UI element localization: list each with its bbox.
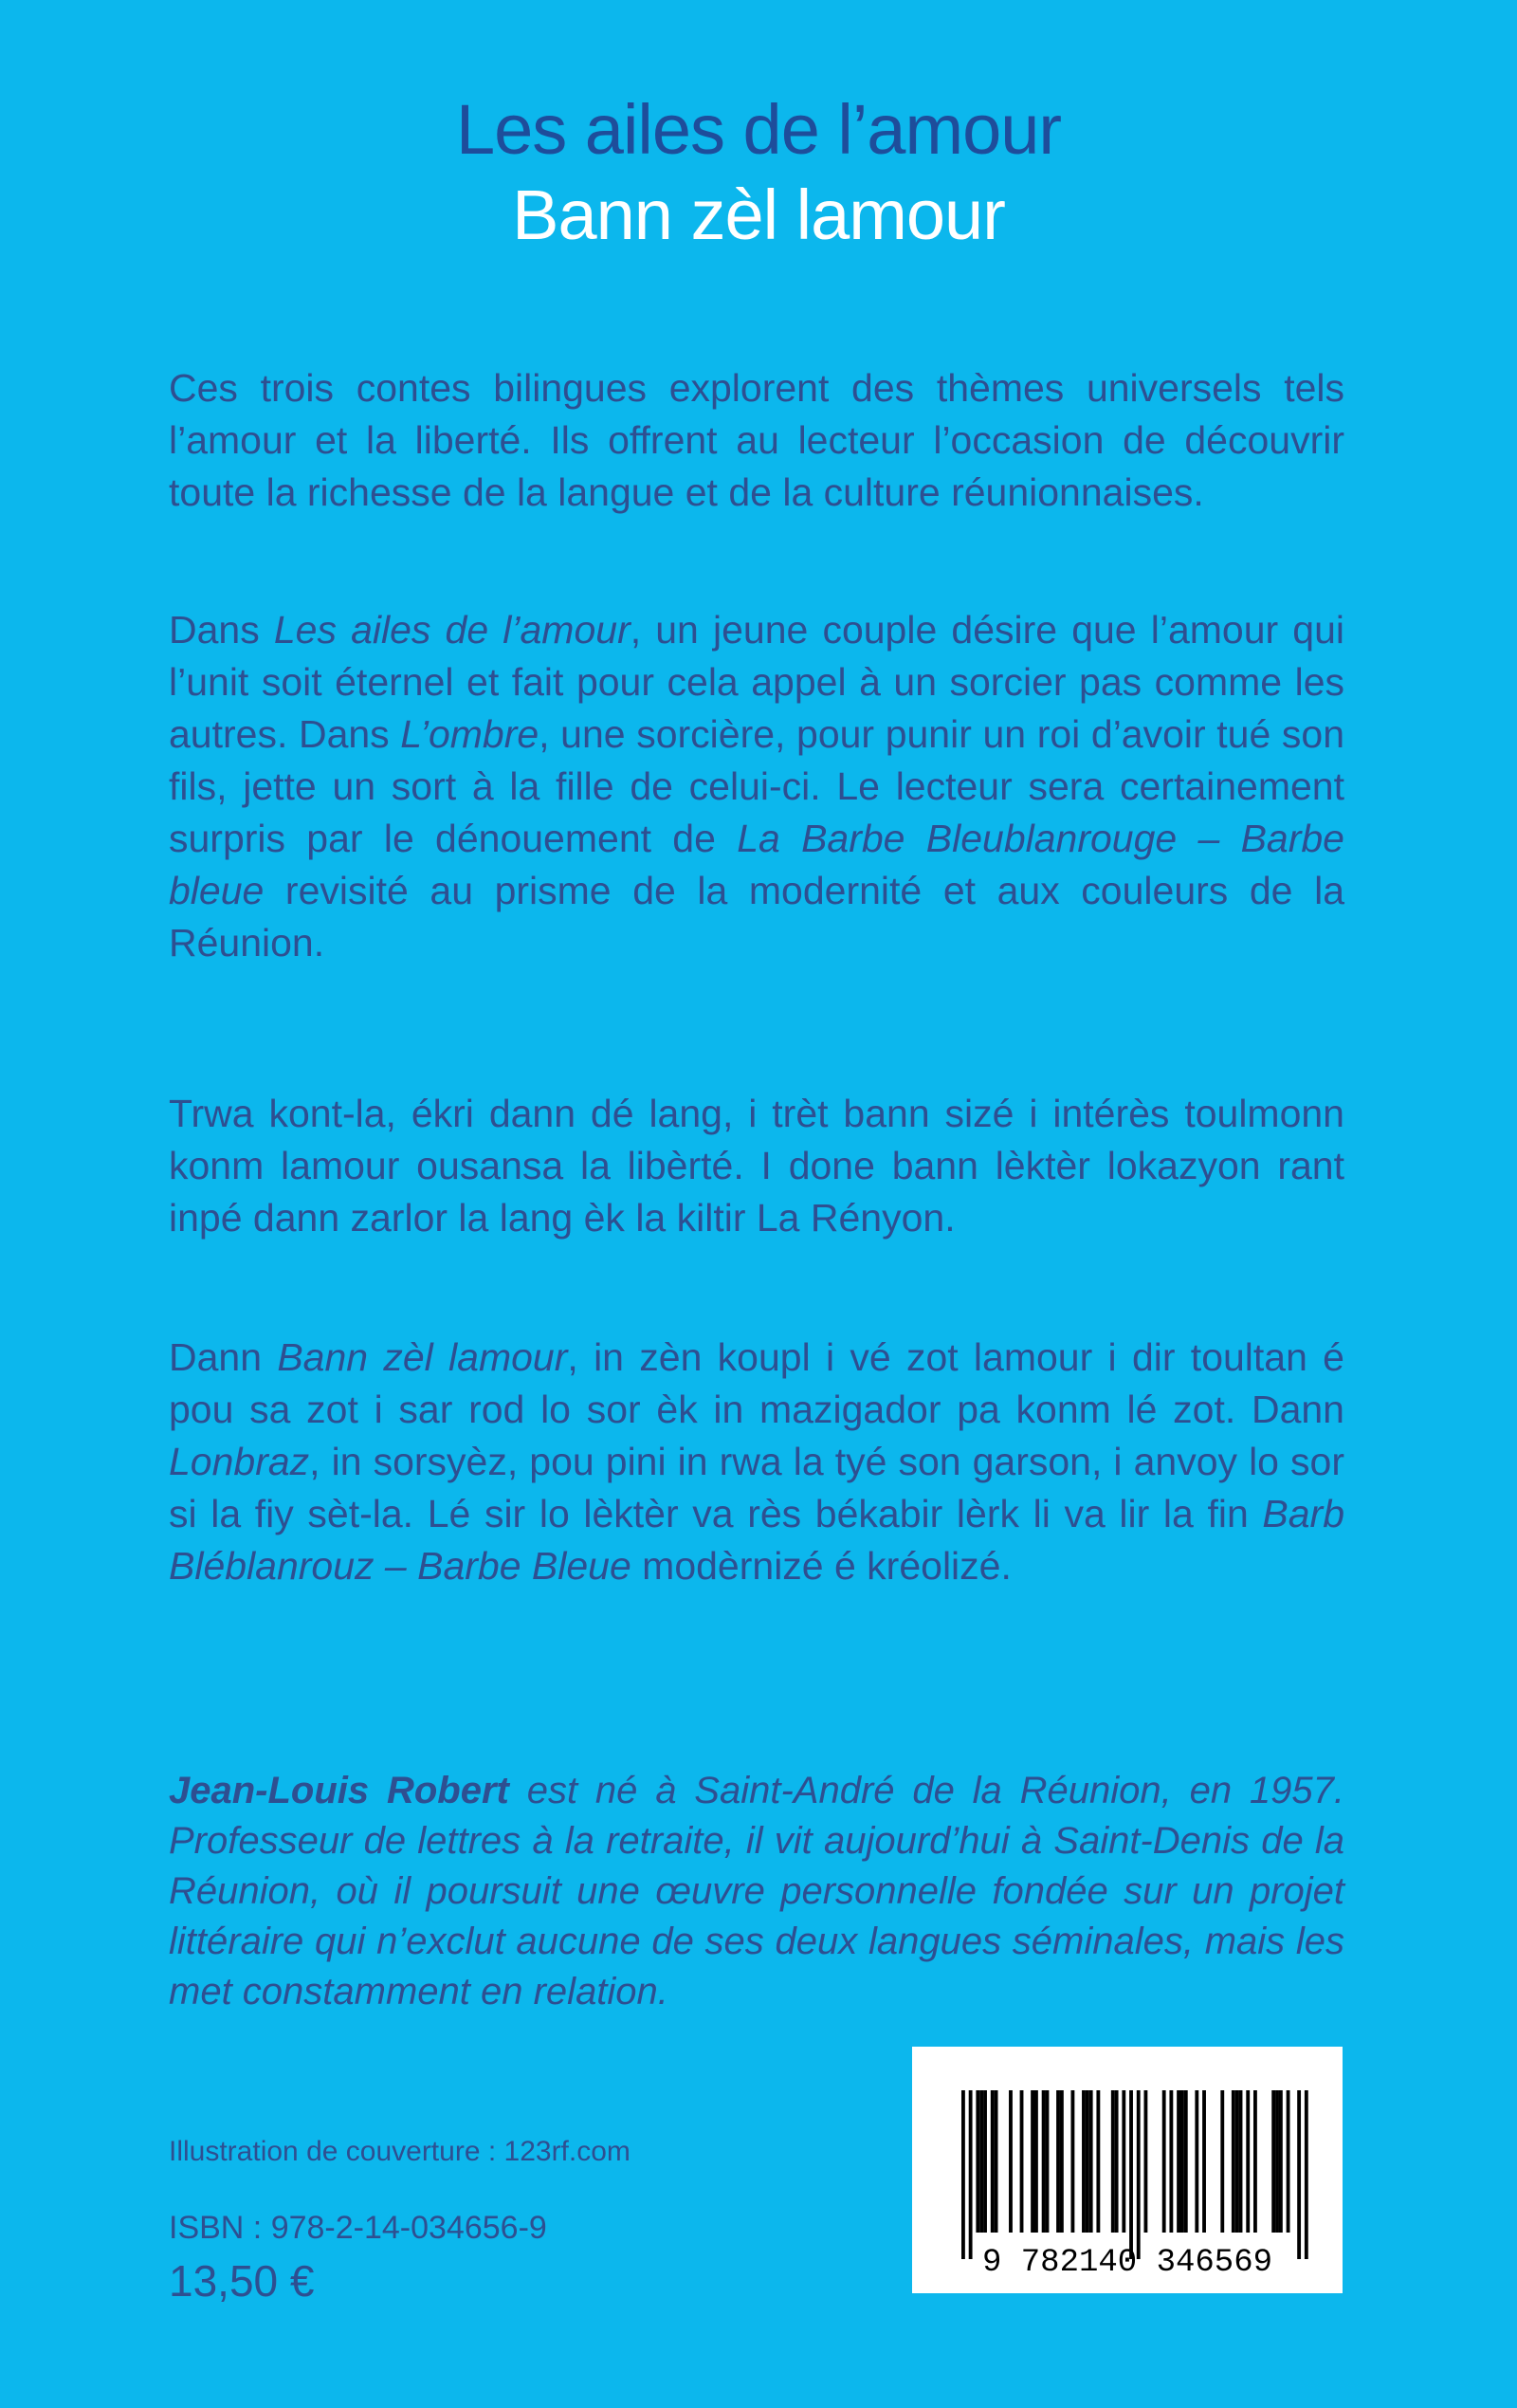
summary-fr-paragraph-1: Ces trois contes bilingues explorent des thèmes universels tels l’amour et la liberté. Ils offrent au lecteur l’occasion de découvrir toute la richesse de la langue et de la culture réunionnaises. (169, 366, 1344, 514)
barcode-bar (1089, 2090, 1093, 2233)
title-french: Les ailes de l’amour (455, 90, 1062, 169)
barcode-bar (1195, 2090, 1198, 2233)
price: 13,50 € (169, 2256, 315, 2306)
barcode-bar (1180, 2090, 1184, 2233)
barcode-bar (1042, 2090, 1046, 2233)
barcode-bar (1034, 2090, 1038, 2233)
barcode-bar (1239, 2090, 1243, 2233)
barcode-bar (1220, 2090, 1224, 2233)
summary-creole-paragraph-1: Trwa kont-la, ékri dann dé lang, i trèt bann sizé i intérès toulmonn konm lamour ousansa la libèrté. I done bann lèktèr lokazyon rant inpé dann zarlor la lang èk la kiltir La Rényon. (169, 1092, 1344, 1240)
barcode-graphic (912, 2047, 1343, 2293)
barcode-bar (1046, 2090, 1050, 2233)
barcode-bar (1096, 2090, 1100, 2233)
barcode-bar (1202, 2090, 1206, 2233)
barcode-bar (1184, 2090, 1188, 2233)
barcode-bar (1082, 2090, 1086, 2233)
barcode-bar (991, 2090, 995, 2233)
barcode-bar (1071, 2090, 1075, 2233)
barcode-bar (1137, 2090, 1141, 2259)
barcode-bar (1056, 2090, 1060, 2233)
barcode-bar (961, 2090, 965, 2259)
barcode-digits: 9 782140 346569 (981, 2245, 1273, 2281)
summary-fr-paragraph-2: Dans Les ailes de l’amour, un jeune couple désire que l’amour qui l’unit soit éternel et fait pour cela appel à un sorcier pas comme les autres. Dans L’ombre, une sorcière, pour punir un roi d’avoir tué son fils, jette un sort à la fille de celui-ci. Le lecteur sera certainement surpris par le dénouement de La Barbe Bleublanrouge – Barbe bleue revisité au prisme de la modernité et aux couleurs de la Réunion. (169, 608, 1345, 965)
barcode-bar (1162, 2090, 1166, 2233)
barcode-bar (1279, 2090, 1283, 2233)
barcode-bar (1086, 2090, 1089, 2233)
barcode-bar (1287, 2090, 1290, 2233)
barcode-bar (1169, 2090, 1173, 2233)
barcode-bar (1122, 2090, 1125, 2233)
barcode-bar (1271, 2090, 1275, 2233)
barcode (912, 2047, 1343, 2293)
isbn: ISBN : 978-2-14-034656-9 (169, 2210, 547, 2246)
barcode-bar (1305, 2090, 1308, 2259)
barcode-bar (1275, 2090, 1279, 2233)
barcode-bar (1253, 2090, 1257, 2233)
barcode-bar (1031, 2090, 1034, 2233)
barcode-bar (1297, 2090, 1301, 2259)
illustration-credit: Illustration de couverture : 123rf.com (169, 2136, 631, 2167)
barcode-bar (1235, 2090, 1239, 2233)
barcode-bar (995, 2090, 998, 2233)
author-name: Jean-Louis Robert (169, 1770, 509, 1811)
barcode-bar (979, 2090, 983, 2233)
barcode-bar (1009, 2090, 1013, 2233)
barcode-bar (1232, 2090, 1235, 2233)
barcode-bar (969, 2090, 973, 2259)
author-bio: Jean-Louis Robert est né à Saint-André de la Réunion, en 1957. Professeur de lettres à la retraite, il vit aujourd’hui à Saint-Denis de la Réunion, où il poursuit une œuvre personnelle fondée sur un projet littéraire qui n’exclut aucune de ses deux langues séminales, mais les met constamment en relation. (169, 1770, 1344, 2013)
barcode-bar (983, 2090, 987, 2233)
barcode-bar (1060, 2090, 1064, 2233)
barcode-bar (1111, 2090, 1115, 2233)
barcode-bar (976, 2090, 979, 2233)
barcode-bar (1144, 2090, 1148, 2233)
barcode-bar (1129, 2090, 1133, 2259)
barcode-bar (1115, 2090, 1119, 2233)
barcode-bar (1177, 2090, 1180, 2233)
barcode-bar (1246, 2090, 1250, 2233)
summary-creole-paragraph-2: Dann Bann zèl lamour, in zèn koupl i vé zot lamour i dir toultan é pou sa zot i sar rod lo sor èk in mazigador pa konm lé zot. Dann Lonbraz, in sorsyèz, pou pini in rwa la tyé son garson, i anvoy lo sor si la fiy sèt-la. Lé sir lo lèktèr va rès békabir lèrk li va lir la fin Barb Bléblanrouz – Barbe Bleue modèrnizé é kréolizé. (169, 1335, 1344, 1588)
barcode-bar (1020, 2090, 1024, 2233)
title-creole: Bann zèl lamour (512, 175, 1005, 254)
